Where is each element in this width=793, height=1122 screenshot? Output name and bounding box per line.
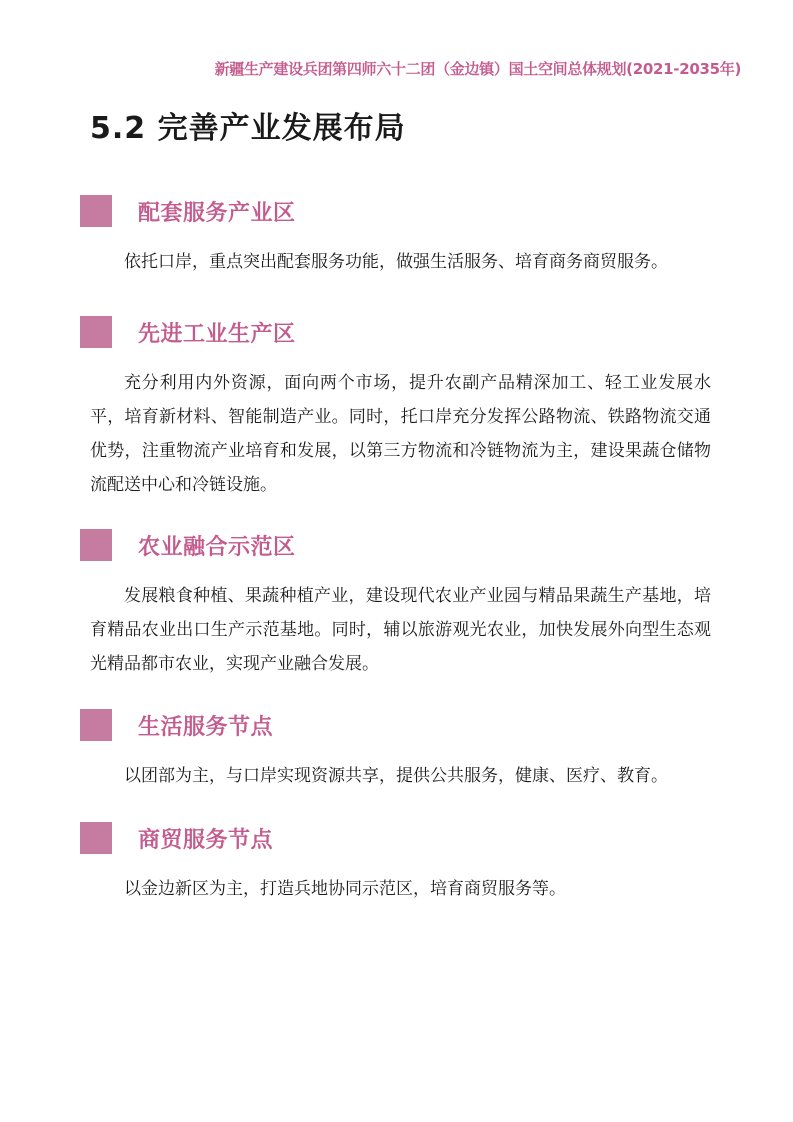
section-advanced-industry xyxy=(0,316,793,502)
heading-marker-square xyxy=(80,709,112,741)
section-heading-label: 农业融合示范区 xyxy=(138,535,296,560)
section-heading-label: 配套服务产业区 xyxy=(138,201,296,226)
section-heading xyxy=(0,709,793,743)
heading-marker-square xyxy=(80,529,112,561)
section-support-services xyxy=(0,195,793,279)
section-heading xyxy=(0,195,793,229)
section-heading xyxy=(0,316,793,350)
section-heading xyxy=(0,529,793,563)
page-title: 5.2 完善产业发展布局 xyxy=(90,111,406,146)
heading-marker-square xyxy=(80,822,112,854)
section-heading-label: 生活服务节点 xyxy=(138,715,274,740)
section-living-services-node xyxy=(0,709,793,793)
heading-marker-square xyxy=(80,195,112,227)
section-body: 发展粮食种植、果蔬种植产业，建设现代农业产业园与精品果蔬生产基地，培育精品农业出口生产示范基地。同时，辅以旅游观光农业，加快发展外向型生态观光精品都市农业，实现产业融合发展。 xyxy=(90,586,711,674)
section-body: 依托口岸，重点突出配套服务功能，做强生活服务、培育商务商贸服务。 xyxy=(124,252,668,272)
section-body: 充分利用内外资源，面向两个市场，提升农副产品精深加工、轻工业发展水平，培育新材料、智能制造产业。同时，托口岸充分发挥公路物流、铁路物流交通优势，注重物流产业培育和发展，以第三方物流和冷链物流为主，建设果蔬仓储物流配送中心和冷链设施。 xyxy=(90,373,711,495)
section-body: 以金边新区为主，打造兵地协同示范区，培育商贸服务等。 xyxy=(124,879,566,899)
heading-marker-square xyxy=(80,316,112,348)
section-heading-label: 先进工业生产区 xyxy=(138,322,296,347)
section-heading xyxy=(0,822,793,856)
section-agri-integration xyxy=(0,529,793,681)
section-body: 以团部为主，与口岸实现资源共享，提供公共服务，健康、医疗、教育。 xyxy=(124,766,668,786)
running-header: 新疆生产建设兵团第四师六十二团（金边镇）国土空间总体规划(2021-2035年) xyxy=(214,60,741,78)
section-heading-label: 商贸服务节点 xyxy=(138,828,274,853)
section-commerce-node xyxy=(0,822,793,906)
